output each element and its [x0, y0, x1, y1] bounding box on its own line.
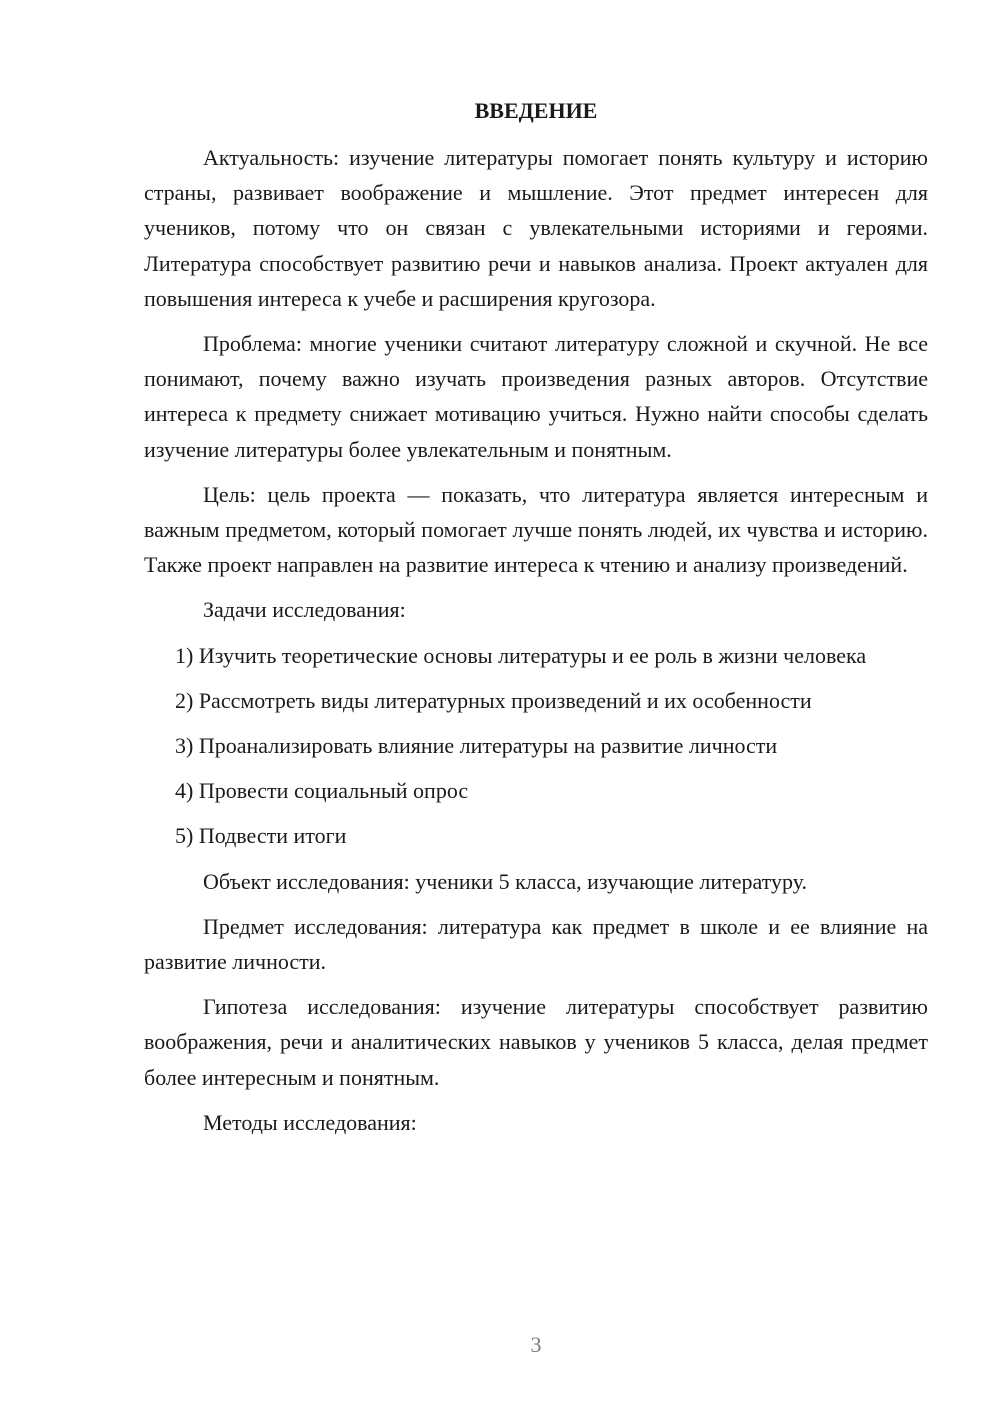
list-item: 3) Проанализировать влияние литературы на развитие личности [175, 733, 778, 759]
paragraph-problem: Проблема: многие ученики считают литературу сложной и скучной. Не все понимают, почему важно изучать произведения разных авторов. Отсутствие интереса к предмету снижает мотивацию учиться. Нужно найти способы сделать изучение литературы более увлекательным и понятным. [144, 331, 928, 462]
paragraph-relevance: Актуальность: изучение литературы помогает понять культуру и историю страны, развивает воображение и мышление. Этот предмет интересен для учеников, потому что он связан с увлекательными историями и героями. Литература способствует развитию речи и навыков анализа. Проект актуален для повышения интереса к учебе и расширения кругозора. [144, 145, 928, 311]
list-item: 1) Изучить теоретические основы литературы и ее роль в жизни человека [175, 642, 867, 668]
paragraph-object: Объект исследования: ученики 5 класса, изучающие литературу. [203, 868, 808, 894]
list-item: 2) Рассмотреть виды литературных произведений и их особенности [175, 687, 812, 713]
paragraph-goal: Цель: цель проекта — показать, что литература является интересным и важным предметом, который помогает лучше понять людей, их чувства и историю. Также проект направлен на развитие интереса к чтению и анализу произведений. [144, 481, 928, 578]
document-page [144, 96, 928, 1150]
list-item: 5) Подвести итоги [175, 823, 347, 849]
paragraph-methods: Методы исследования: [203, 1109, 417, 1135]
page-number: 3 [530, 1332, 542, 1357]
tasks-heading: Задачи исследования: [203, 597, 406, 623]
paragraph-hypothesis: Гипотеза исследования: изучение литературы способствует развитию воображения, речи и аналитических навыков у учеников 5 класса, делая предмет более интересным и понятным. [144, 994, 928, 1090]
section-title: ВВЕДЕНИЕ [474, 98, 598, 123]
paragraph-subject: Предмет исследования: литература как предмет в школе и ее влияние на развитие личности. [144, 913, 928, 975]
list-item: 4) Провести социальный опрос [175, 778, 469, 804]
